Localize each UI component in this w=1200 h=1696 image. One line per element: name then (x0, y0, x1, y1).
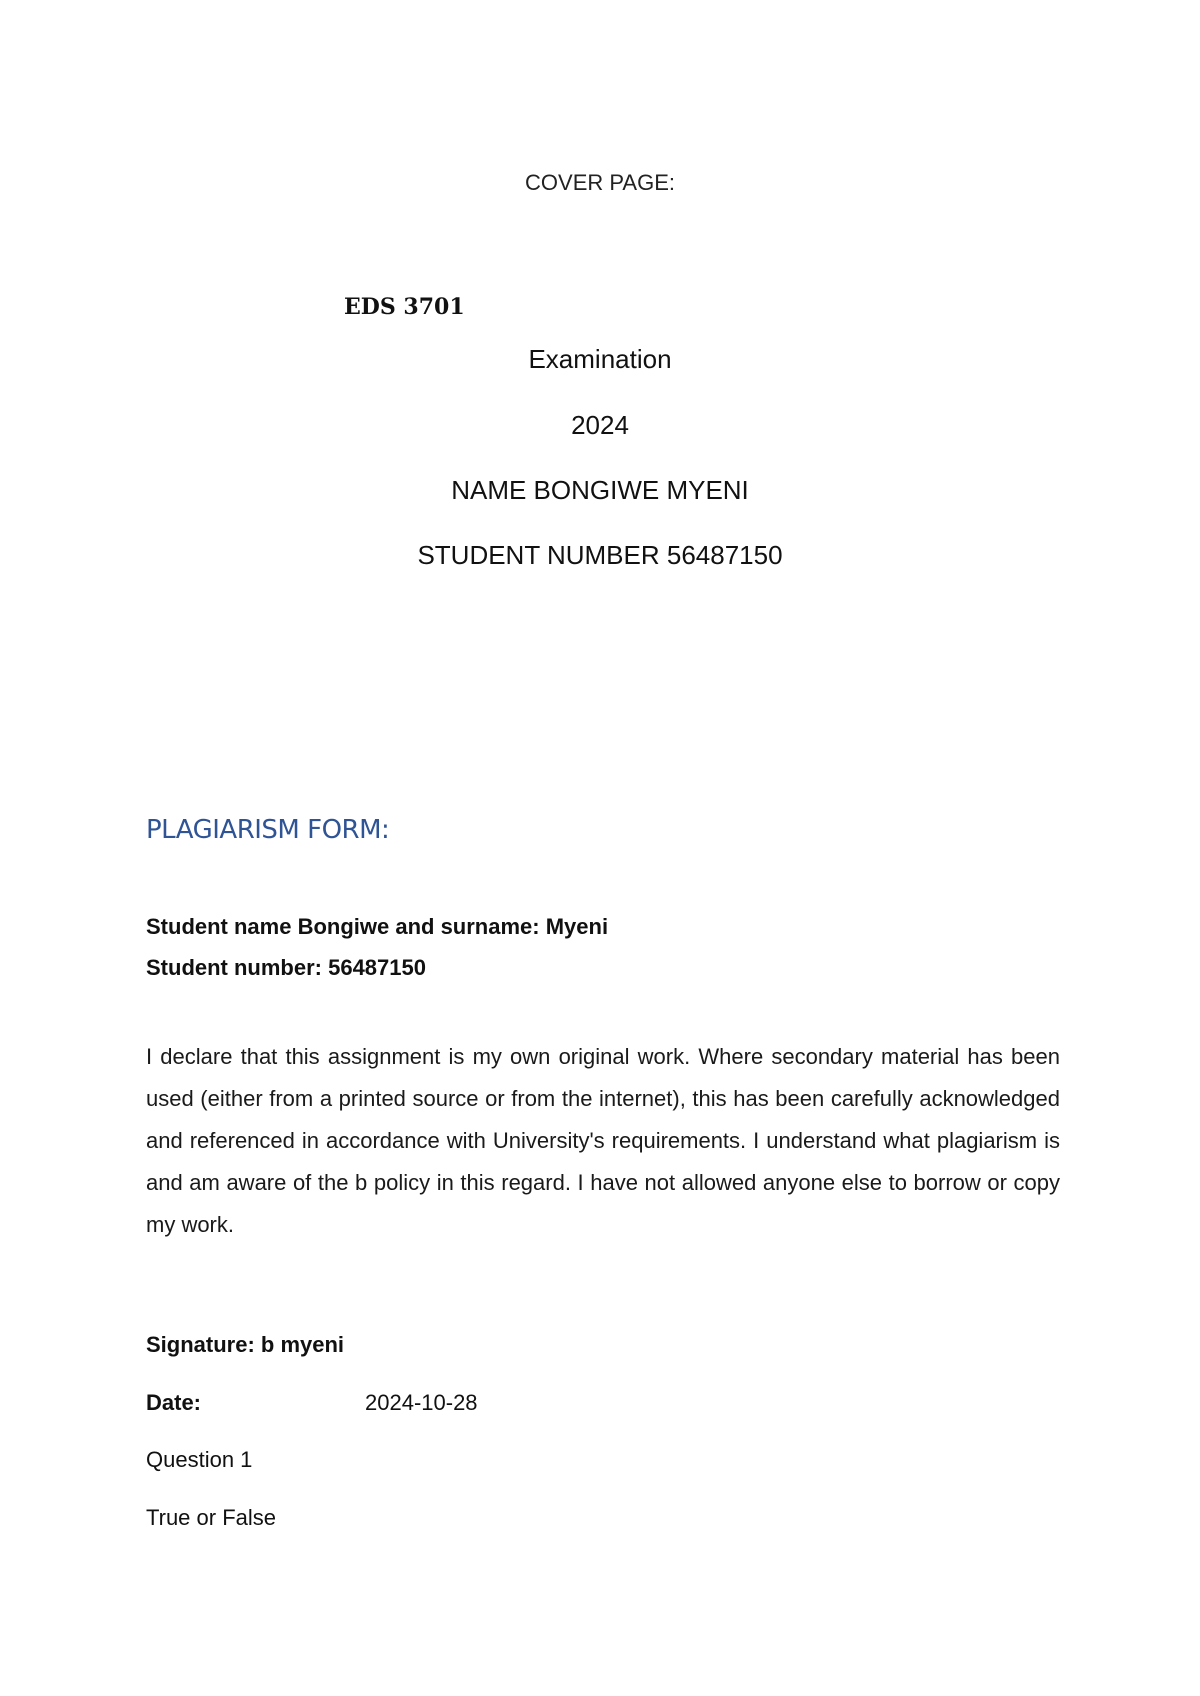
date-label: Date: (146, 1390, 202, 1415)
exam-year: 2024 (571, 410, 629, 440)
plagiarism-student-number: Student number: 56487150 (146, 955, 426, 980)
question-title: Question 1 (146, 1447, 253, 1472)
date-value: 2024-10-28 (365, 1390, 478, 1415)
plagiarism-declaration: I declare that this assignment is my own original work. Where secondary material has been used (either from a printed source or from the internet), this has been carefully acknowledged and referenced in accordance with University's requirements. I understand what plagiarism is and am aware of the b policy in this regard. I have not allowed anyone else to borrow or copy my work. (146, 1044, 1060, 1237)
plagiarism-student-name: Student name Bongiwe and surname: Myeni (146, 914, 609, 939)
exam-title: Examination (528, 344, 672, 374)
course-code: EDS 3701 (344, 294, 465, 320)
signature-line: Signature: b myeni (146, 1332, 345, 1357)
question-type: True or False (146, 1505, 277, 1530)
cover-student-name: NAME BONGIWE MYENI (451, 475, 749, 505)
cover-student-number: STUDENT NUMBER 56487150 (417, 540, 783, 570)
plagiarism-form-heading: PLAGIARISM FORM: (146, 815, 390, 845)
cover-page-label: COVER PAGE: (525, 170, 675, 195)
